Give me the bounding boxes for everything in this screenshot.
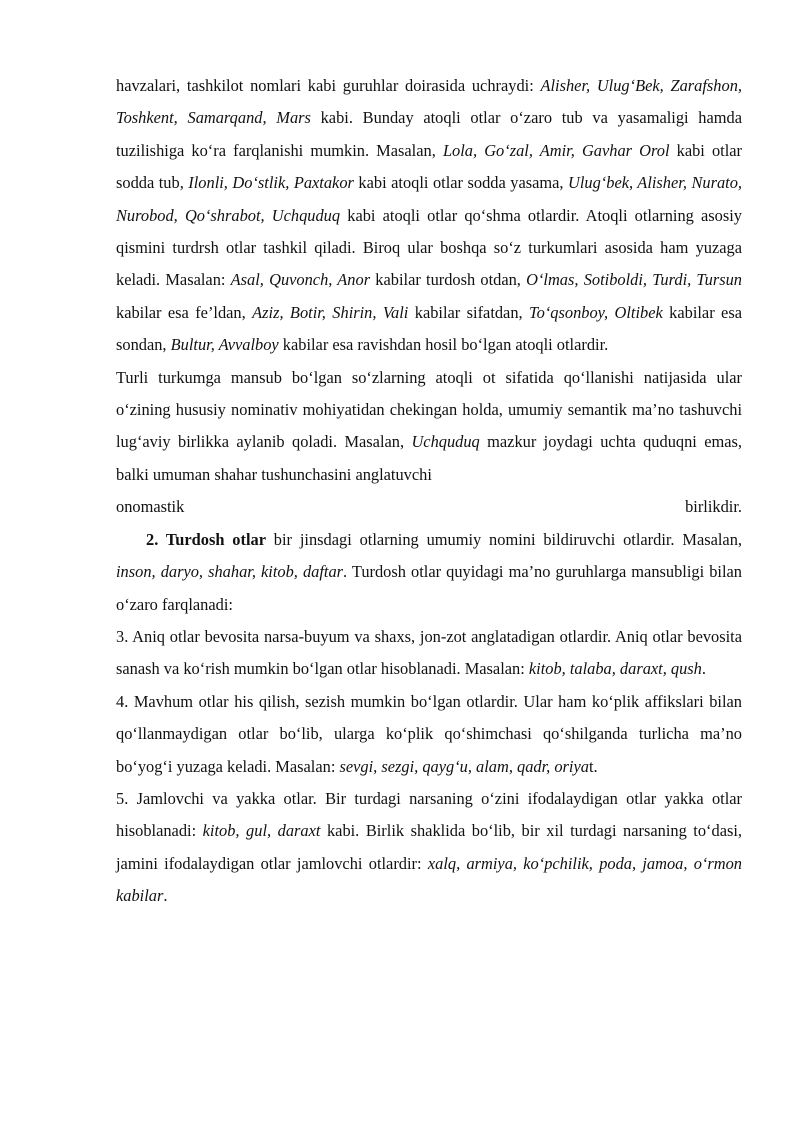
italic-example-text: Uchquduq	[411, 432, 480, 452]
paragraph-aniq-otlar	[116, 621, 742, 686]
body-text: . Turdosh otlar quyidagi ma’no guruhlarga mansubligi bilan o‘zaro farqlanadi:	[116, 562, 742, 614]
paragraph-turdosh-otlar	[116, 524, 742, 621]
body-text: havzalari, tashkilot nomlari kabi guruhlar doirasida uchraydi:	[116, 76, 541, 95]
body-text: mazkur joydagi uchta quduqni emas, balki umuman shahar tushunchasini anglatuvchi	[116, 432, 742, 484]
body-text: kabilar turdosh otdan,	[370, 270, 527, 290]
italic-example-text: Aziz, Botir, Shirin, Vali	[252, 302, 409, 322]
italic-example-text: Bultur, Avvalboy	[170, 335, 279, 355]
body-text: t.	[588, 756, 598, 776]
body-text: 3. Aniq otlar bevosita narsa-buyum va shaxs, jon-zot anglatadigan otlardir. Aniq otlar bevosita sanash va ko‘rish mumkin bo‘lgan otlar hisoblanadi. Masalan:	[116, 626, 742, 679]
italic-example-text: To‘qsonboy, Oltibek	[529, 302, 663, 322]
italic-example-text: O‘lmas, Sotiboldi, Turdi, Tursun	[526, 270, 742, 290]
italic-example-text: kitob, talaba, daraxt, qush	[528, 659, 702, 679]
italic-example-text: Ilonli, Do‘stlik, Paxtakor	[188, 173, 354, 193]
italic-example-text: Asal, Quvonch, Anor	[230, 270, 371, 290]
last-line-right: birlikdir.	[685, 497, 742, 517]
section-heading-turdosh-otlar: 2. Turdosh otlar	[146, 529, 266, 549]
body-text: kabilar sifatdan,	[408, 302, 530, 322]
body-text: 5. Jamlovchi va yakka otlar. Bir turdagi narsaning o‘zini ifodalaydigan otlar yakka otlar hisoblanadi:	[116, 788, 742, 841]
paragraph-turli-turkum	[116, 362, 742, 524]
body-text: bir jinsdagi otlarning umumiy nomini bildiruvchi otlardir. Masalan,	[265, 529, 742, 549]
body-text: kabilar esa ravishdan hosil bo‘lgan atoqli otlardir.	[278, 335, 609, 355]
paragraph-mavhum-otlar	[116, 686, 742, 783]
last-line-left: onomastik	[116, 497, 185, 517]
body-text: 4. Mavhum otlar his qilish, sezish mumkin bo‘lgan otlardir. Ular ham ko‘plik affikslari bilan qo‘llanmaydigan otlar bo‘lib, ularga ko‘plik qo‘shimchasi qo‘shilganda turlicha ma’no bo‘yog‘i yuzaga keladi. Masalan:	[116, 691, 742, 776]
body-text: kabi atoqli otlar qo‘shma otlardir. Atoqli otlarning asosiy qismini turdrsh otlar tashkil qiladi. Biroq ular boshqa so‘z turkumlari asosida ham yuzaga keladi. Masalan:	[116, 205, 742, 290]
body-text: kabilar esa fe’ldan,	[116, 302, 253, 322]
paragraph-proper-nouns	[116, 70, 742, 362]
body-text: kabi. Birlik shaklida bo‘lib, bir xil turdagi narsaning to‘dasi, jamini ifodalaydigan otlar jamlovchi otlardir:	[116, 821, 743, 873]
italic-example-text: Ulug‘bek, Alisher, Nurato, Nurobod, Qo‘shrabot, Uchquduq	[116, 173, 742, 225]
italic-example-text: Alisher, Ulug‘Bek, Zarafshon, Toshkent, Samarqand, Mars	[116, 76, 742, 128]
italic-example-text: Lola, Go‘zal, Amir, Gavhar Orol	[442, 140, 670, 160]
body-text: kabi otlar sodda tub,	[116, 140, 742, 193]
italic-example-text: inson, daryo, shahar, kitob, daftar	[116, 562, 344, 582]
body-text: Turli turkumga mansub bo‘lgan so‘zlarning atoqli ot sifatida qo‘llanishi natijasida ular o‘zining hususiy nominativ mohiyatidan chekingan holda, umumiy semantik ma’no tashuvchi lug‘aviy birlikka aylanib qoladi. Masalan,	[116, 367, 742, 452]
body-text: .	[163, 886, 168, 906]
body-text: kabilar esa sondan,	[116, 302, 742, 355]
paragraph-turli-turkum-body	[116, 362, 742, 492]
body-text: kabi atoqli otlar sodda yasama,	[353, 173, 569, 193]
body-text: .	[701, 659, 706, 679]
body-text: kabi. Bunday atoqli otlar o‘zaro tub va yasamaligi hamda tuzilishiga ko‘ra farqlanishi mumkin. Masalan,	[116, 108, 742, 160]
italic-example-text: xalq, armiya, ko‘pchilik, poda, jamoa, o‘rmon kabilar	[116, 853, 742, 906]
paragraph-turli-turkum-last-line	[116, 491, 742, 523]
italic-example-text: sevgi, sezgi, qayg‘u, alam, qadr, oriya	[339, 756, 589, 776]
italic-example-text: kitob, gul, daraxt	[202, 821, 321, 841]
paragraph-jamlovchi-otlar	[116, 783, 742, 913]
